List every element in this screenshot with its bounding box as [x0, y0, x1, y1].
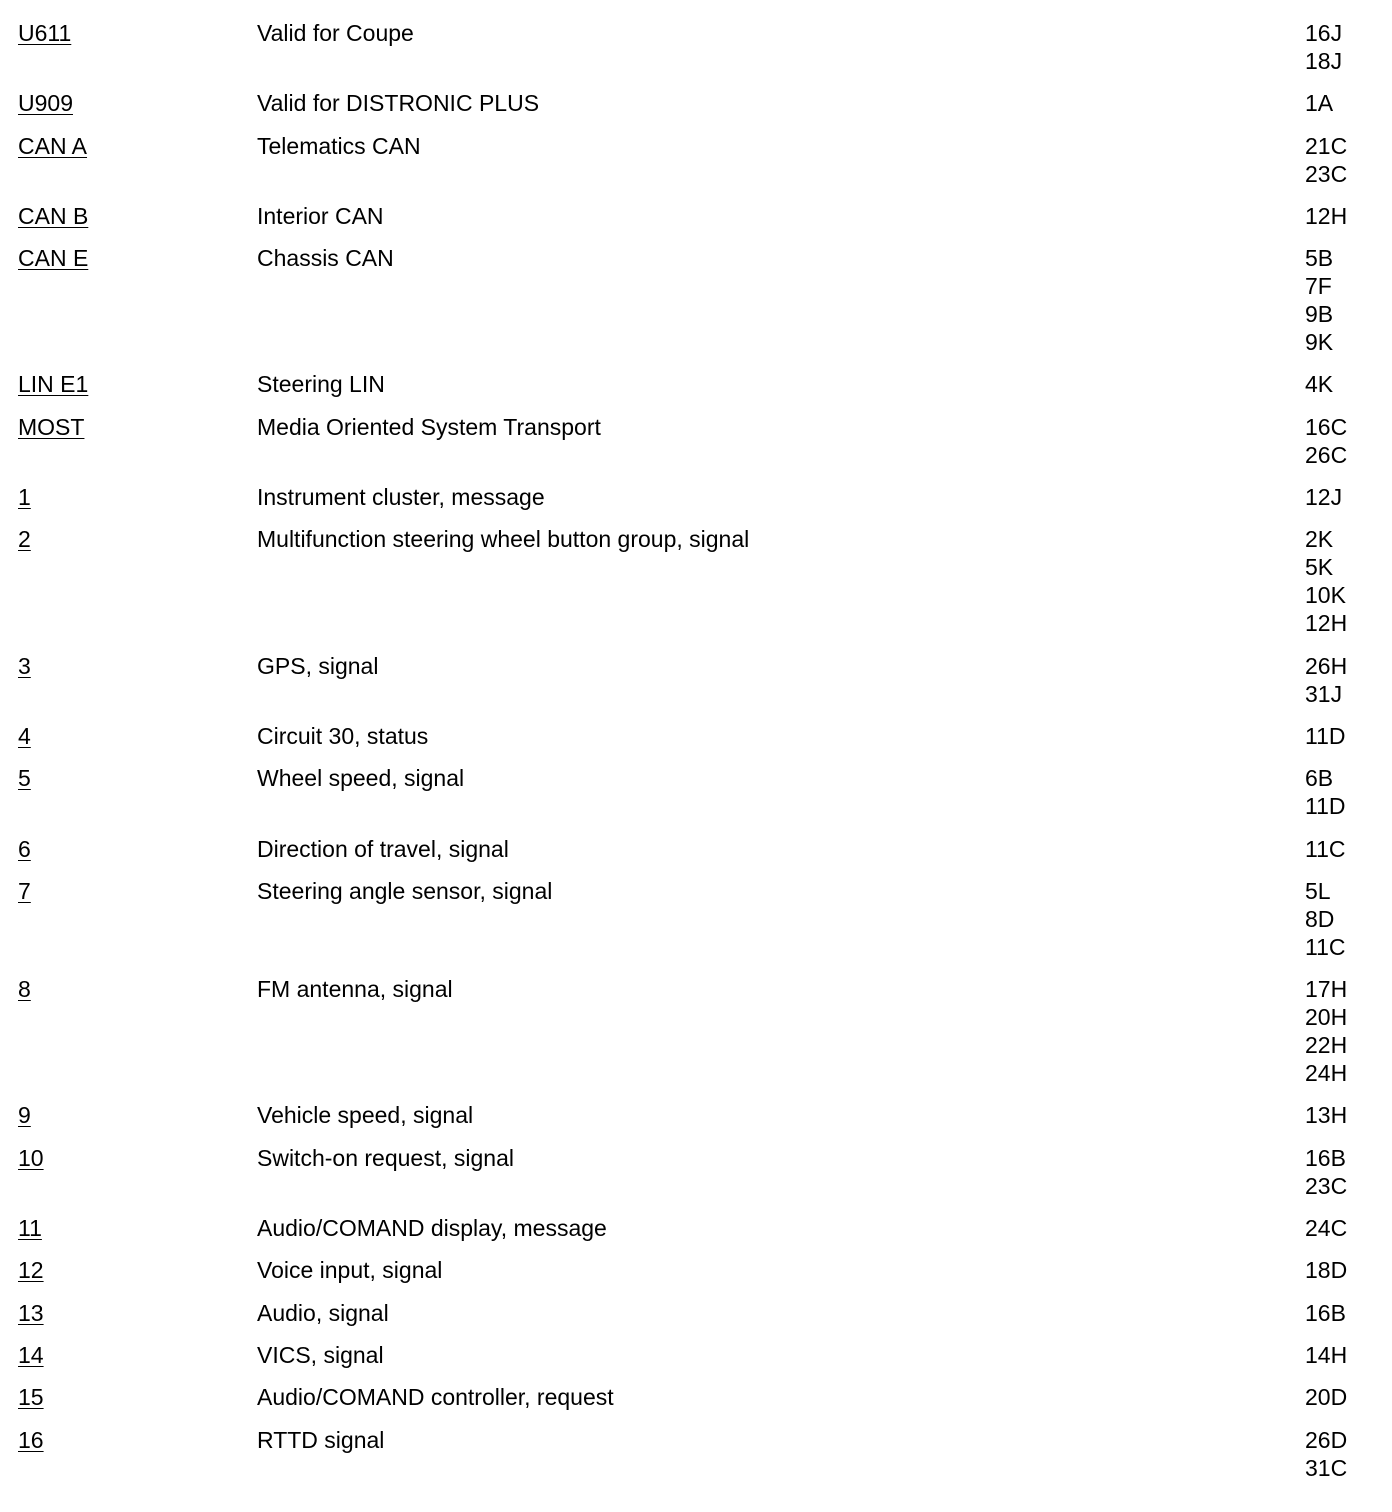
legend-code-link[interactable]: U909 [18, 90, 73, 117]
grid-reference: 20H [1305, 1004, 1348, 1031]
grid-reference: 22H [1305, 1032, 1348, 1059]
grid-reference: 9K [1305, 329, 1334, 356]
grid-reference: 7F [1305, 273, 1332, 300]
legend-row [0, 722, 1392, 764]
legend-description: Interior CAN [257, 202, 384, 229]
legend-description: Audio/COMAND controller, request [257, 1384, 614, 1411]
legend-description: VICS, signal [257, 1341, 384, 1368]
legend-description: RTTD signal [257, 1426, 385, 1453]
legend-grid-references [1305, 722, 1385, 750]
legend-grid-references [1305, 975, 1385, 1087]
grid-reference: 11C [1305, 933, 1346, 960]
grid-reference: 10K [1305, 582, 1346, 609]
legend-grid-references [1305, 1341, 1385, 1369]
legend-code-link[interactable]: 11 [18, 1215, 42, 1242]
legend-code-link[interactable]: 9 [18, 1102, 31, 1129]
legend-row [0, 1426, 1392, 1496]
legend-code-link[interactable]: 3 [18, 652, 31, 679]
legend-grid-references [1305, 877, 1385, 961]
legend-grid-references [1305, 1256, 1385, 1284]
legend-description: Vehicle speed, signal [257, 1102, 474, 1129]
grid-reference: 5L [1305, 877, 1331, 904]
legend-description: Switch-on request, signal [257, 1144, 514, 1171]
legend-code-link[interactable]: CAN B [18, 202, 89, 229]
legend-row [0, 370, 1392, 412]
grid-reference: 12J [1305, 484, 1343, 511]
legend-code-link[interactable]: 15 [18, 1384, 44, 1411]
legend-code-link[interactable]: 4 [18, 722, 31, 749]
grid-reference: 31J [1305, 680, 1343, 707]
grid-reference: 6B [1305, 765, 1334, 792]
legend-description: GPS, signal [257, 652, 379, 679]
legend-description: Wheel speed, signal [257, 765, 465, 792]
legend-grid-references [1305, 764, 1385, 820]
legend-row [0, 1341, 1392, 1383]
legend-grid-references [1305, 1299, 1385, 1327]
legend-grid-references [1305, 1426, 1385, 1482]
legend-row [0, 132, 1392, 202]
grid-reference: 23C [1305, 1172, 1348, 1199]
legend-grid-references [1305, 1383, 1385, 1411]
grid-reference: 13H [1305, 1102, 1348, 1129]
legend-grid-references [1305, 19, 1385, 75]
legend-row [0, 1299, 1392, 1341]
grid-reference: 26C [1305, 441, 1348, 468]
legend-description: Telematics CAN [257, 132, 421, 159]
legend-row [0, 1214, 1392, 1256]
legend-description: Circuit 30, status [257, 722, 429, 749]
grid-reference: 2K [1305, 526, 1334, 553]
legend-grid-references [1305, 1144, 1385, 1200]
grid-reference: 26D [1305, 1426, 1348, 1453]
legend-description: Audio/COMAND display, message [257, 1215, 607, 1242]
legend-code-link[interactable]: 12 [18, 1257, 44, 1284]
legend-code-link[interactable]: 6 [18, 835, 31, 862]
legend-grid-references [1305, 652, 1385, 708]
legend-code-link[interactable]: 8 [18, 976, 31, 1003]
legend-code-link[interactable]: 14 [18, 1341, 44, 1368]
grid-reference: 14H [1305, 1341, 1348, 1368]
legend-code-link[interactable]: 2 [18, 526, 31, 553]
legend-code-link[interactable]: 10 [18, 1144, 44, 1171]
grid-reference: 24H [1305, 1060, 1348, 1087]
legend-description: Instrument cluster, message [257, 484, 545, 511]
legend-description: Valid for DISTRONIC PLUS [257, 90, 540, 117]
legend-description: Valid for Coupe [257, 20, 414, 46]
legend-table [0, 19, 1392, 1496]
grid-reference: 1A [1305, 90, 1334, 117]
legend-row [0, 975, 1392, 1101]
grid-reference: 11D [1305, 722, 1346, 749]
grid-reference: 16B [1305, 1144, 1346, 1171]
legend-code-link[interactable]: 16 [18, 1426, 44, 1453]
legend-code-link[interactable]: U611 [18, 20, 72, 46]
legend-description: Chassis CAN [257, 245, 394, 272]
grid-reference: 21C [1305, 132, 1348, 159]
legend-row [0, 652, 1392, 722]
grid-reference: 11C [1305, 835, 1346, 862]
legend-description: Voice input, signal [257, 1257, 443, 1284]
legend-row [0, 764, 1392, 834]
grid-reference: 17H [1305, 976, 1348, 1003]
grid-reference: 26H [1305, 652, 1348, 679]
legend-description: Audio, signal [257, 1299, 389, 1326]
legend-description: Multifunction steering wheel button group, signal [257, 526, 750, 553]
legend-description: Steering LIN [257, 371, 385, 398]
legend-grid-references [1305, 1214, 1385, 1242]
grid-reference: 5B [1305, 245, 1334, 272]
legend-grid-references [1305, 89, 1385, 117]
legend-row [0, 1383, 1392, 1425]
legend-row [0, 1101, 1392, 1143]
legend-code-link[interactable]: 7 [18, 877, 31, 904]
legend-grid-references [1305, 202, 1385, 230]
legend-grid-references [1305, 835, 1385, 863]
legend-code-link[interactable]: CAN E [18, 245, 89, 272]
grid-reference: 18D [1305, 1257, 1348, 1284]
grid-reference: 24C [1305, 1215, 1348, 1242]
grid-reference: 12H [1305, 610, 1348, 637]
grid-reference: 20D [1305, 1384, 1348, 1411]
grid-reference: 18J [1305, 48, 1343, 74]
legend-grid-references [1305, 370, 1385, 398]
legend-row [0, 202, 1392, 244]
legend-code-link[interactable]: 13 [18, 1299, 44, 1326]
grid-reference: 23C [1305, 160, 1348, 187]
legend-row [0, 483, 1392, 525]
legend-description: Steering angle sensor, signal [257, 877, 553, 904]
grid-reference: 31C [1305, 1454, 1348, 1481]
legend-grid-references [1305, 483, 1385, 511]
legend-code-link[interactable]: 5 [18, 765, 31, 792]
legend-code-link[interactable]: CAN A [18, 132, 88, 159]
legend-grid-references [1305, 132, 1385, 188]
grid-reference: 5K [1305, 554, 1334, 581]
legend-code-link[interactable]: 1 [18, 484, 31, 511]
legend-row [0, 525, 1392, 651]
legend-grid-references [1305, 244, 1385, 356]
grid-reference: 4K [1305, 371, 1334, 398]
legend-code-link[interactable]: MOST [18, 413, 85, 440]
legend-row [0, 1144, 1392, 1214]
grid-reference: 8D [1305, 905, 1335, 932]
legend-code-link[interactable]: LIN E1 [18, 371, 89, 398]
legend-row [0, 244, 1392, 370]
legend-description: Direction of travel, signal [257, 835, 509, 862]
legend-row [0, 1256, 1392, 1298]
legend-grid-references [1305, 525, 1385, 637]
legend-description: Media Oriented System Transport [257, 413, 601, 440]
legend-grid-references [1305, 1101, 1385, 1129]
legend-description: FM antenna, signal [257, 976, 453, 1003]
grid-reference: 16B [1305, 1299, 1346, 1326]
grid-reference: 9B [1305, 301, 1334, 328]
legend-row [0, 877, 1392, 975]
legend-row [0, 835, 1392, 877]
grid-reference: 12H [1305, 202, 1348, 229]
legend-row [0, 19, 1392, 89]
legend-row [0, 89, 1392, 131]
grid-reference: 11D [1305, 793, 1346, 820]
grid-reference: 16C [1305, 413, 1348, 440]
grid-reference: 16J [1305, 20, 1343, 46]
legend-row [0, 413, 1392, 483]
legend-grid-references [1305, 413, 1385, 469]
